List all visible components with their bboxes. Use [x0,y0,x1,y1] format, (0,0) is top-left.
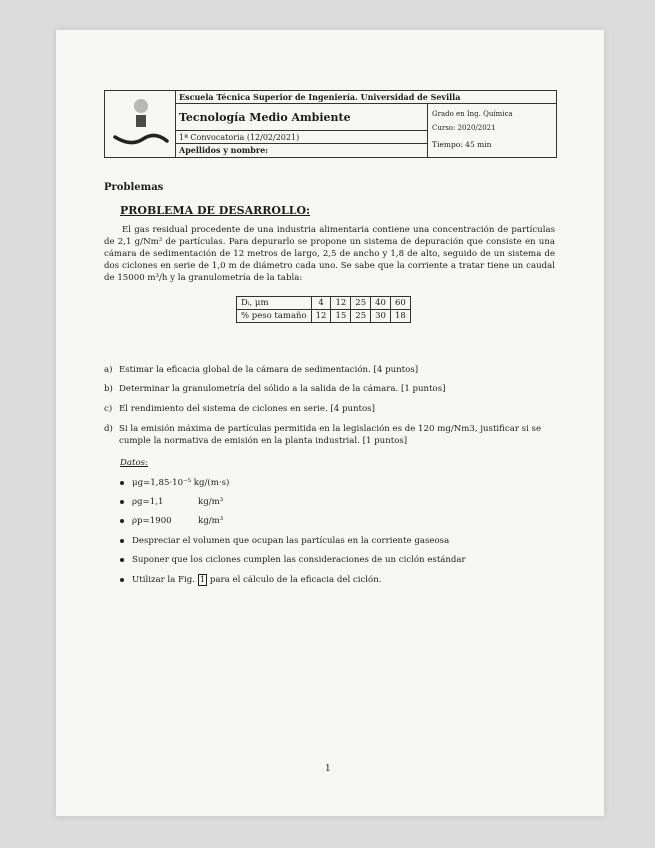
data-title: Datos: [120,458,148,468]
table-cell: 12 [331,297,351,310]
bullet-icon [120,519,124,523]
bullet-icon [120,539,124,543]
granulometry-table [236,296,411,323]
bullet-icon [120,558,124,562]
question-marker: a) [104,365,113,375]
note-text-post: para el cálculo de la eficacia del ciclón. [209,575,382,585]
exam-header [104,90,557,158]
data-item-note-volume [120,535,449,547]
table-cell: 25 [351,310,371,323]
bullet-icon [120,481,124,485]
data-item-viscosity [120,477,229,489]
time-text: Tiempo: 45 min [432,140,492,149]
table-cell: 25 [351,297,371,310]
particle-density-unit: kg/m³ [198,516,224,526]
question-marker: d) [104,424,113,434]
table-cell: 30 [371,310,391,323]
note-text: Despreciar el volumen que ocupan las partículas en la corriente gaseosa [132,536,450,546]
data-item-gas-density [120,496,224,508]
school-name: Escuela Técnica Superior de Ingeniería. Universidad de Sevilla [175,91,556,104]
bullet-icon [120,500,124,504]
course-info [428,104,556,157]
weight-row [237,310,411,323]
question-text: Si la emisión máxima de partículas permitida en la legislación es de 120 mg/Nm3, justificar si se cumple la normativa de emisión en la planta industrial. [1 puntos] [119,424,542,446]
table-cell: 18 [390,310,410,323]
note-text-pre: Utilizar la Fig. [132,575,195,585]
table-cell: 60 [390,297,410,310]
diameter-label: Dᵢ, μm [237,297,312,310]
diameter-row [237,297,411,310]
degree-text: Grado en Ing. Química [432,110,513,118]
question-text: Determinar la granulometría del sólido a la salida de la cámara. [1 puntos] [119,384,446,394]
note-text: Suponer que los ciclones cumplen las consideraciones de un ciclón estándar [132,555,466,565]
data-item-note-figure [120,574,382,586]
question-marker: b) [104,384,113,394]
course-text: Curso: 2020/2021 [432,124,496,132]
problem-statement: El gas residual procedente de una industria alimentaria contiene una concentración de partículas de 2,1 g/Nm³ de partículas. Para depurarlo se propone un sistema de depuración que consiste en una cámara de sedimentación de 12 metros de largo, 2,5 de ancho y 1,8 de alto, seguido de un sistema de dos ciclones en serie de 1,0 m de diámetro cada uno. Se sabe que la corriente a tratar tiene un caudal de 15000 m³/h y la granulometría de la tabla: [104,225,555,283]
exam-page [56,30,604,816]
weight-label: % peso tamaño [237,310,312,323]
table-cell: 12 [311,310,331,323]
name-label: Apellidos y nombre: [175,144,428,157]
subject-title: Tecnología Medio Ambiente [175,104,428,131]
university-logo [105,91,176,157]
question-text: El rendimiento del sistema de ciclones en serie. [4 puntos] [119,404,375,414]
page-number: 1 [325,764,331,774]
gas-density-unit: kg/m³ [198,497,224,507]
gas-density-text: ρg=1,1 [132,497,164,507]
exam-call: 1ª Convocatoria (12/02/2021) [175,131,428,144]
problem-title: PROBLEMA DE DESARROLLO: [120,204,311,217]
data-item-note-cyclone [120,554,466,566]
question-text: Estimar la eficacia global de la cámara de sedimentación. [4 puntos] [119,365,419,375]
data-item-particle-density [120,515,224,527]
particle-density-text: ρp=1900 [132,516,172,526]
table-cell: 40 [371,297,391,310]
viscosity-text: μg=1,85·10⁻⁵ kg/(m·s) [132,478,230,488]
question-marker: c) [104,404,113,414]
table-cell: 15 [331,310,351,323]
table-cell: 4 [311,297,331,310]
section-title: Problemas [104,182,164,193]
figure-reference-link[interactable]: 1 [199,575,206,585]
bullet-icon [120,578,124,582]
